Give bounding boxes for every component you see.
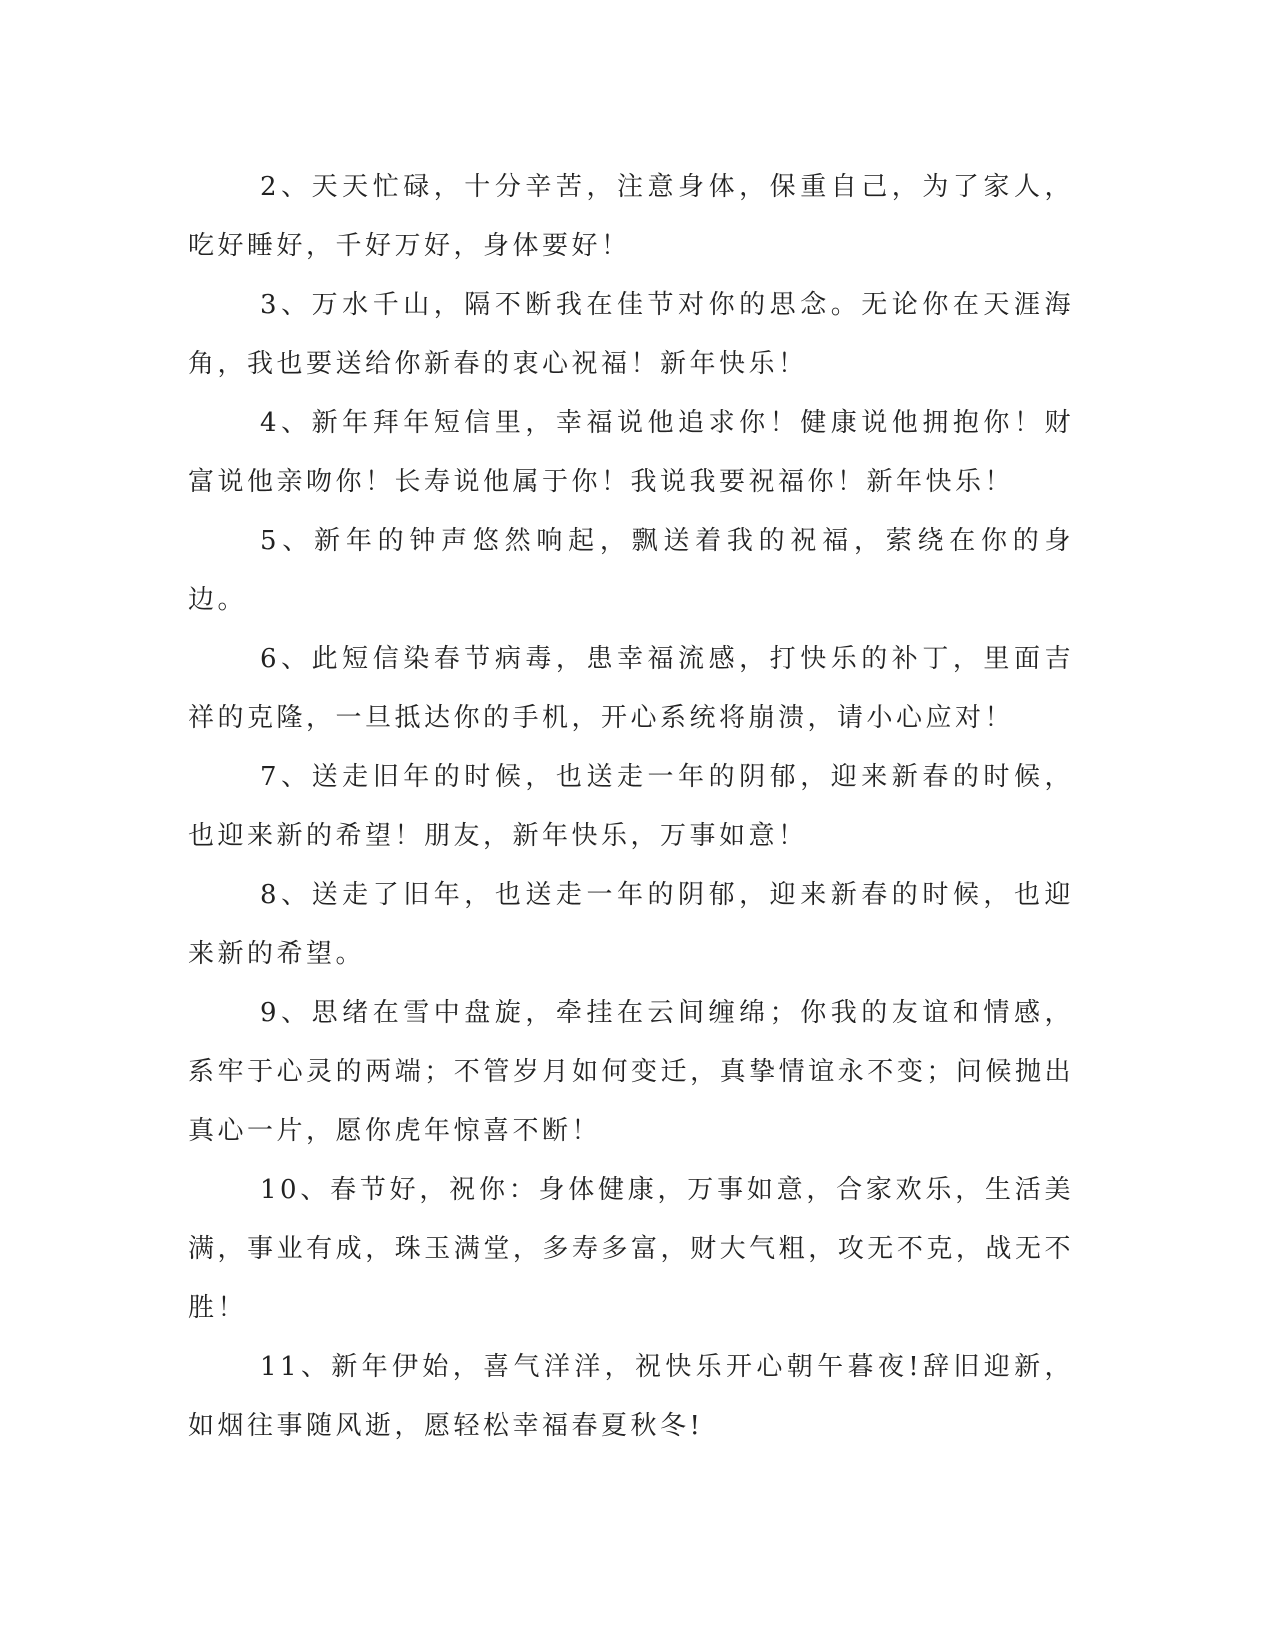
paragraph-8: 8、送走了旧年，也送走一年的阴郁，迎来新春的时候，也迎来新的希望。 <box>188 880 1074 969</box>
paragraph-11: 11、新年伊始，喜气洋洋，祝快乐开心朝午暮夜!辞旧迎新，如烟往事随风逝，愿轻松幸福春夏秋冬! <box>188 1352 1074 1441</box>
paragraph-2: 2、天天忙碌，十分辛苦，注意身体，保重自己，为了家人，吃好睡好，千好万好，身体要好！ <box>188 172 1074 261</box>
paragraph-5: 5、新年的钟声悠然响起，飘送着我的祝福，萦绕在你的身边。 <box>188 526 1074 615</box>
paragraph-4: 4、新年拜年短信里，幸福说他追求你！健康说他拥抱你！财富说他亲吻你！长寿说他属于你！我说我要祝福你！新年快乐！ <box>188 408 1074 497</box>
paragraph-10: 10、春节好，祝你：身体健康，万事如意，合家欢乐，生活美满，事业有成，珠玉满堂，多寿多富，财大气粗，攻无不克，战无不胜！ <box>188 1175 1074 1323</box>
paragraph-3: 3、万水千山，隔不断我在佳节对你的思念。无论你在天涯海角，我也要送给你新春的衷心祝福！新年快乐！ <box>188 290 1074 379</box>
paragraph-7: 7、送走旧年的时候，也送走一年的阴郁，迎来新春的时候，也迎来新的希望！朋友，新年快乐，万事如意！ <box>188 762 1074 851</box>
paragraph-9: 9、思绪在雪中盘旋，牵挂在云间缠绵；你我的友谊和情感，系牢于心灵的两端；不管岁月如何变迁，真挚情谊永不变；问候抛出真心一片，愿你虎年惊喜不断！ <box>188 998 1074 1146</box>
paragraph-6: 6、此短信染春节病毒，患幸福流感，打快乐的补丁，里面吉祥的克隆，一旦抵达你的手机，开心系统将崩溃，请小心应对！ <box>188 644 1074 733</box>
document-body <box>188 158 1074 1456</box>
